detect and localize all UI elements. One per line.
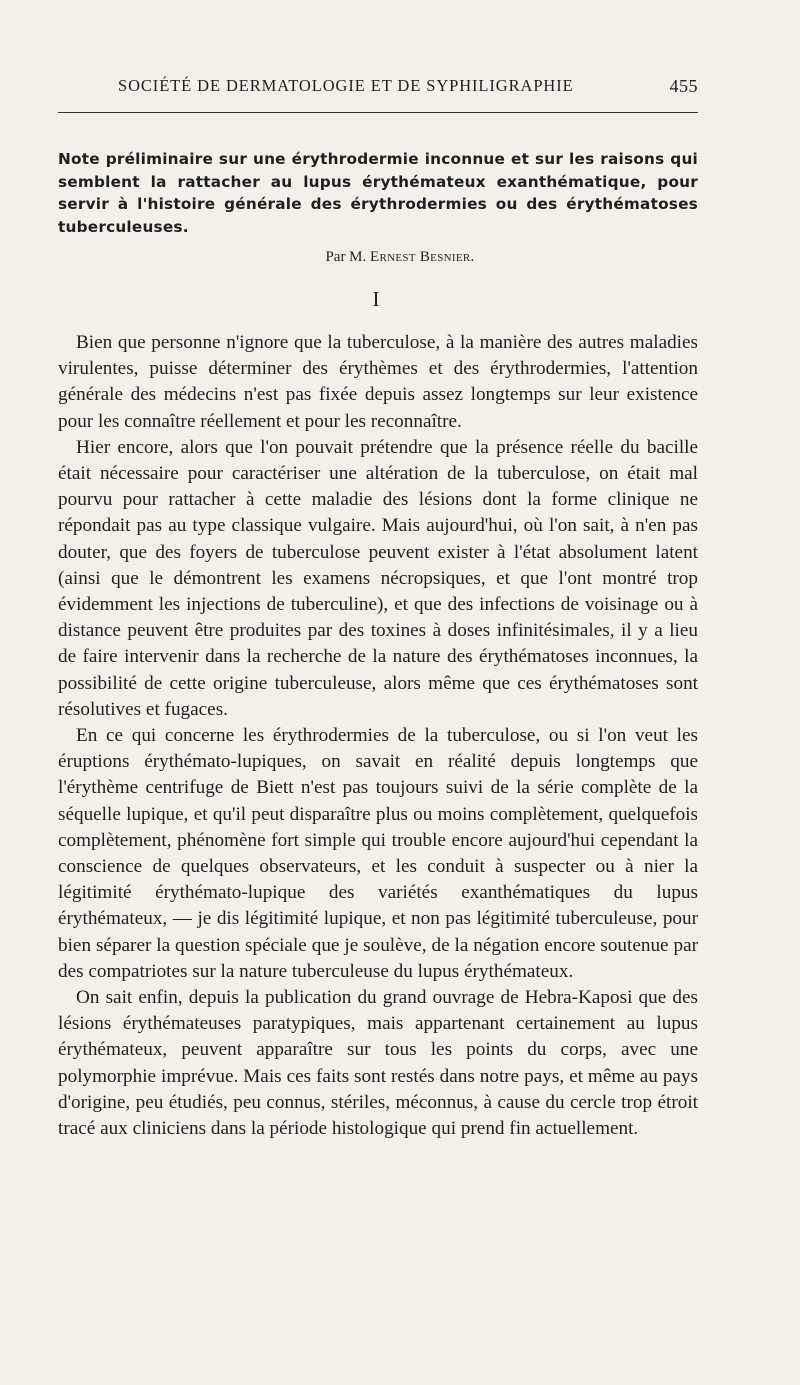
body-text	[58, 330, 698, 1142]
article-title: Note préliminaire sur une érythrodermie inconnue et sur les raisons qui semblent la rattacher au lupus érythémateux exanthématique, pour servir à l'histoire générale des érythrodermies ou des érythématoses tuberculeuses.	[58, 150, 698, 236]
author-name: Ernest Besnier.	[370, 249, 475, 265]
paragraph-1: Bien que personne n'ignore que la tuberculose, à la manière des autres maladies virulentes, puisse déterminer des érythèmes et des érythrodermies, l'attention générale des médecins n'est pas fixée depuis assez longtemps sur leur existence pour les connaître réellement et pour les reconnaître.	[58, 332, 698, 432]
byline-prefix: Par M.	[325, 249, 367, 265]
running-title: SOCIÉTÉ DE DERMATOLOGIE ET DE SYPHILIGRAPHIE	[118, 76, 574, 95]
page-number: 455	[669, 76, 698, 96]
paragraph-3: En ce qui concerne les érythrodermies de la tuberculose, ou si l'on veut les éruptions érythémato-lupiques, on savait en réalité depuis longtemps que l'érythème centrifuge de Biett n'est pas toujours suivi de la série complète de la séquelle lupique, et qu'il peut disparaître plus ou moins complètement, quelquefois complètement, phénomène fort simple qui trouble encore aujourd'hui cependant la conscience de quelques observateurs, et les conduit à suspecter ou à nier la légitimité érythémato-lupique des variétés exanthématiques du lupus érythémateux, — je dis légitimité lupique, et non pas légitimité tuberculeuse, pour bien séparer la question spéciale que je soulève, de la négation encore soutenue par des compatriotes sur la nature tuberculeuse du lupus érythémateux.	[58, 725, 698, 982]
paragraph-4: On sait enfin, depuis la publication du grand ouvrage de Hebra-Kaposi que des lésions érythémateuses paratypiques, mais appartenant certainement au lupus érythémateux, peuvent apparaître sur tous les points du corps, avec une polymorphie imprévue. Mais ces faits sont restés dans notre pays, et même au pays d'origine, peu étudiés, peu connus, stériles, méconnus, à cause du cercle trop étroit tracé aux cliniciens dans la période histologique qui prend fin actuellement.	[58, 987, 698, 1140]
section-numeral: I	[372, 287, 380, 311]
paragraph-2: Hier encore, alors que l'on pouvait prétendre que la présence réelle du bacille était nécessaire pour caractériser une altération de la tuberculose, on était mal pourvu pour rattacher à cette maladie des lésions dont la forme clinique ne répondait pas au type classique vulgaire. Mais aujourd'hui, où l'on sait, à n'en pas douter, que des foyers de tuberculose peuvent exister à l'état absolument latent (ainsi que le démontrent les examens nécropsiques, et que l'ont montré trop évidemment les injections de tuberculine), et que des infections de voisinage ou à distance peuvent être produites par des toxines à doses infinitésimales, il y a lieu de faire intervenir dans la recherche de la nature des érythématoses inconnues, la possibilité de cette origine tuberculeuse, alors même que ces érythématoses sont résolutives et fugaces.	[58, 436, 698, 720]
running-header	[118, 74, 698, 98]
header-rule	[58, 112, 698, 113]
byline	[0, 247, 800, 267]
